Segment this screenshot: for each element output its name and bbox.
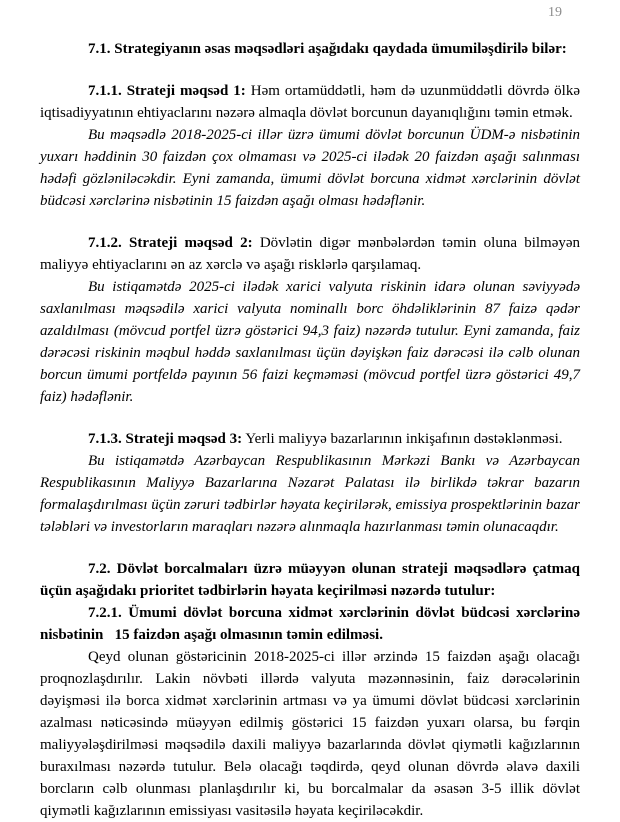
- heading-7-2-1: 7.2.1. Ümumi dövlət borcuna xidmət xərclərinin dövlət büdcəsi xərclərinə nisbətinin 15 faizdən aşağı olmasının təmin edilməsi.: [40, 605, 580, 643]
- page-number: 19: [548, 5, 562, 20]
- heading-7-1: 7.1. Strategiyanın əsas məqsədləri aşağıdakı qaydada ümumiləşdirilə bilər:: [88, 41, 567, 57]
- paragraph-7-1-1-detail: Bu məqsədlə 2018-2025-ci illər üzrə ümumi dövlət borcunun ÜDM-ə nisbətinin yuxarı həddinin 30 faizdən çox olmaması və 2025-ci ilədək 20 faizdən aşağı salınması hədəfi gözləniləcəkdir. Eyni zamanda, ümumi dövlət borcuna xidmət xərclərinin dövlət büdcəsi xərclərinə nisbətinin 15 faizdən aşağı olması hədəflənir.: [40, 127, 580, 209]
- paragraph-7-1-2-lead: 7.1.2. Strateji məqsəd 2:: [88, 235, 253, 251]
- paragraph-7-1-1-body: Həm ortamüddətli, həm də uzunmüddətli dövrdə ölkə iqtisadiyyatının ehtiyaclarını nəzərə almaqla dövlət borcunun dayanıqlığını təmin etmək.: [40, 83, 581, 121]
- paragraph-7-1-3-body: Yerli maliyyə bazarlarının inkişafının dəstəklənməsi.: [245, 431, 563, 447]
- paragraph-7-1-3-lead: 7.1.3. Strateji məqsəd 3:: [88, 431, 243, 447]
- paragraph-7-1-2: [40, 232, 580, 276]
- heading-7-2: 7.2. Dövlət borcalmaları üzrə müəyyən olunan strateji məqsədlərə çatmaq üçün aşağıdakı prioritet tədbirlərin həyata keçirilməsi nəzərdə tutulur:: [40, 561, 580, 599]
- paragraph-7-1-3: [40, 428, 580, 450]
- paragraph-7-1-3-detail: Bu istiqamətdə Azərbaycan Respublikasının Mərkəzi Bankı və Azərbaycan Respublikasının Maliyyə Bazarlarına Nəzarət Palatası ilə birlikdə təkrar bazarın formalaşdırılması üçün zəruri tədbirlər həyata keçirilərək, emissiya prospektlərinin bazar tələbləri və investorların maraqları nəzərə alınmaqla hazırlanması təmin olunacaqdır.: [40, 453, 580, 535]
- paragraph-7-1-2-detail: Bu istiqamətdə 2025-ci ilədək xarici valyuta riskinin idarə olunan səviyyədə saxlanılması məqsədilə xarici valyuta nominallı borc öhdəliklərinin 87 faizə qədər azaldılması (mövcud portfel üzrə göstərici 94,3 faiz) nəzərdə tutulur. Eyni zamanda, faiz dərəcəsi riskinin məqbul həddə saxlanılması üçün dəyişkən faiz dərəcəsi ilə cəlb olunan borcun ümumi portfeldə payının 56 faizi keçməməsi (mövcud portfel üzrə göstərici 49,7 faiz) hədəflənir.: [40, 279, 580, 405]
- paragraph-7-1-1: [40, 80, 580, 124]
- paragraph-7-1-2-body: Dövlətin digər mənbələrdən təmin oluna bilməyən maliyyə ehtiyaclarını ən az xərclə və aşağı risklərlə qarşılamaq.: [40, 235, 581, 273]
- paragraph-7-2-1-detail: Qeyd olunan göstəricinin 2018-2025-ci illər ərzində 15 faizdən aşağı olacağı proqnozlaşdırılır. Lakin növbəti illərdə valyuta məzənnəsinin, faiz dərəcələrinin dəyişməsi ilə borca xidmət xərclərinin artması və ya ümumi dövlət büdcəsi xərclərinin azalması nəticəsində müəyyən edilmiş göstərici 15 faizdən yuxarı olarsa, bu fərqin maliyyələşdirilməsi məqsədilə daxili maliyyə bazarlarında dövlət qiymətli kağızlarının buraxılması nəzərdə tutulur. Belə olacağı təqdirdə, qeyd olunan dövrdə əlavə daxili borcların cəlb olunması planlaşdırılır ki, bu borcalmalar da əsasən 3-5 illik dövlət qiymətli kağızlarının emissiyası vasitəsilə həyata keçiriləcəkdir.: [40, 649, 580, 819]
- paragraph-7-1-1-lead: 7.1.1. Strateji məqsəd 1:: [88, 83, 246, 99]
